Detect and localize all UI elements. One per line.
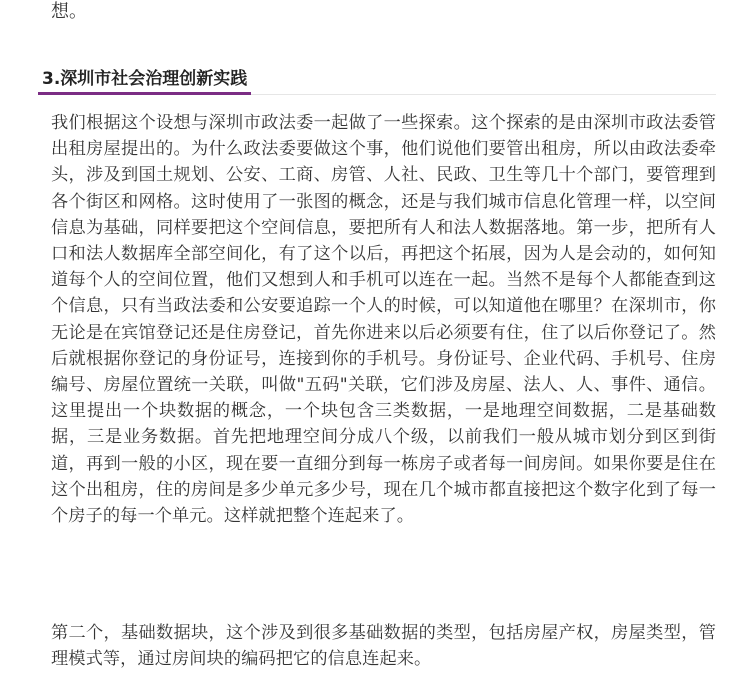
body-paragraph: 第二个，基础数据块，这个涉及到很多基础数据的类型，包括房屋产权，房屋类型，管理模式等，通过房间块的编码把它的信息连起来。 xyxy=(51,623,716,670)
section-heading: 3.深圳市社会治理创新实践 xyxy=(38,66,251,95)
previous-paragraph-fragment: 想。 xyxy=(51,1,87,22)
section-heading-bar xyxy=(38,66,716,95)
body-paragraph: 我们根据这个设想与深圳市政法委一起做了一些探索。这个探索的是由深圳市政法委管出租房屋提出的。为什么政法委要做这个事，他们说他们要管出租房，所以由政法委牵头，涉及到国土规划、公安、工商、房管、人社、民政、卫生等几十个部门，要管理到各个街区和网格。这时使用了一张图的概念，还是与我们城市信息化管理一样，以空间信息为基础，同样要把这个空间信息，要把所有人和法人数据落地。第一步，把所有人口和法人数据库全部空间化，有了这个以后，再把这个拓展，因为人是会动的，如何知道每个人的空间位置，他们又想到人和手机可以连在一起。当然不是每个人都能查到这个信息，只有当政法委和公安要追踪一个人的时候，可以知道他在哪里？在深圳市，你无论是在宾馆登记还是住房登记，首先你进来以后必须要有住，住了以后你登记了。然后就根据你登记的身份证号，连接到你的手机号。身份证号、企业代码、手机号、住房编号、房屋位置统一关联，叫做"五码"关联，它们涉及房屋、法人、人、事件、通信。这里提出一个块数据的概念，一个块包含三类数据，一是地理空间数据，二是基础数据，三是业务数据。首先把地理空间分成八个级，以前我们一般从城市划分到区到街道，再到一般的小区，现在要一直细分到每一栋房子或者每一间房间。如果你要是住在这个出租房，住的房间是多少单元多少号，现在几个城市都直接把这个数字化到了每一个房子的每一个单元。这样就把整个连起来了。 xyxy=(51,113,716,527)
